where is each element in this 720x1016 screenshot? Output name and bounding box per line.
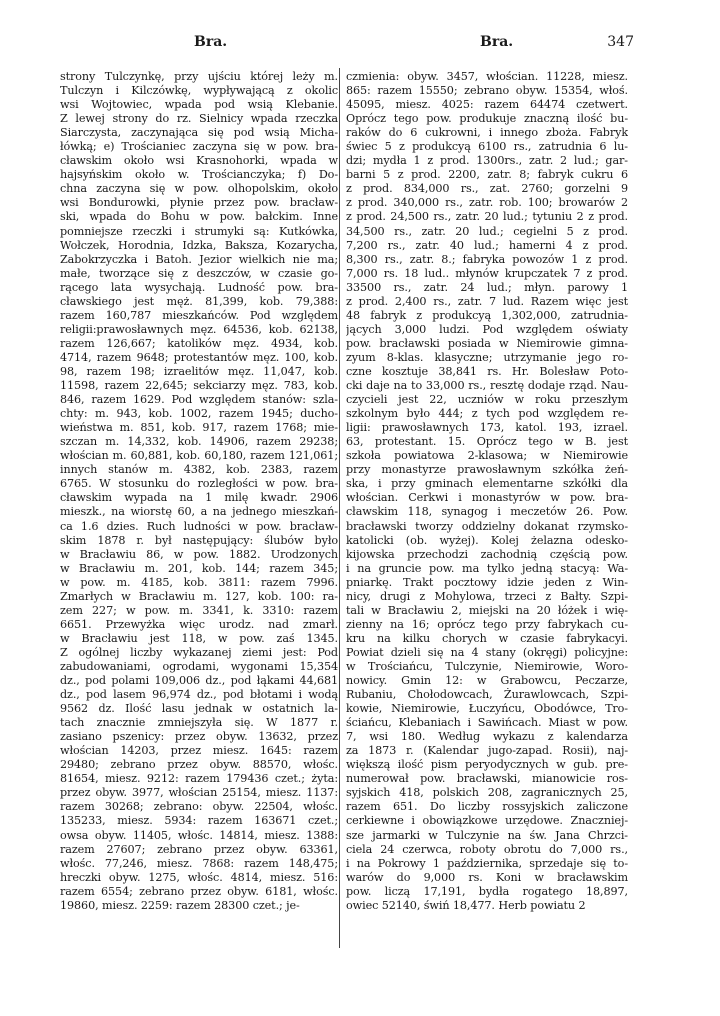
text-line: 6651. Przewyżka więc urodz. nad zmarł. — [60, 617, 338, 631]
text-line: w Bracławiu m. 201, kob. 144; razem 345; — [60, 561, 338, 575]
text-line: Rubaniu, Chołodowcach, Żurawlowcach, Szpi- — [346, 688, 628, 702]
text-line: sze jarmarki w Tulczynie na św. Jana Chrzci- — [346, 828, 628, 842]
text-line: razem 126,667; katolików męz. 4934, kob. — [60, 336, 338, 350]
text-line: dz., pod lasem 96,974 dz., pod błotami i wodą — [60, 688, 338, 702]
text-line: 98, razem 198; izraelitów męz. 11,047, kob. — [60, 364, 338, 378]
text-line: świec 5 z produkcyą 6100 rs., zatrudnia 6 lu- — [346, 140, 628, 154]
text-line: 19860, miesz. 2259: razem 28300 czet.; je- — [60, 898, 300, 912]
text-line: dzi; mydła 1 z prod. 1300rs., zatr. 2 lud.; gar- — [346, 154, 628, 168]
text-line: numerował pow. bracławski, mianowicie ros- — [346, 772, 628, 786]
text-line: czne kosztuje 38,841 rs. Hr. Bolesław Poto- — [346, 364, 628, 378]
text-line: ciela 24 czerwca, roboty obrotu do 7,000 rs., — [346, 842, 628, 856]
text-line: włościan 14203, przez miesz. 1645: razem — [60, 744, 338, 758]
text-line: zasiano pszenicy: przez obyw. 13632, przez — [60, 730, 338, 744]
text-line: zem 227; w pow. m. 3341, k. 3310: razem — [60, 603, 338, 617]
text-line: skim 1878 r. był następujący: ślubów było — [60, 533, 338, 547]
text-line: włośc. 77,246, miesz. 7868: razem 148,475; — [60, 856, 338, 870]
text-line: owiec 52140, świń 18,477. Herb powiatu 2 — [346, 898, 586, 912]
text-line: hreczki obyw. 1275, włośc. 4814, miesz. 516: — [60, 870, 338, 884]
right-text-column — [346, 70, 628, 913]
text-line: z prod. 834,000 rs., zat. 2760; gorzelni 9 — [346, 182, 628, 196]
text-line: cławskiego jest męż. 81,399, kob. 79,388: — [60, 294, 338, 308]
text-line: 8,300 rs., zatr. 8.; fabryka powozów 1 z prod. — [346, 252, 628, 266]
text-line: większą ilość pism peryodycznych w gub. pre- — [346, 758, 628, 772]
page-number: 347 — [607, 34, 634, 50]
text-line: mieszk., na wiorstę 60, a na jednego mieszkań- — [60, 505, 338, 519]
text-line: 48 fabryk z produkcyą 1,302,000, zatrudnia- — [346, 308, 628, 322]
text-line: katolicki (ob. wyżej). Kolej żelazna odesko- — [346, 533, 628, 547]
text-line: Z ogólnej liczby wykazanej ziemi jest: Pod — [60, 645, 338, 659]
running-header — [60, 34, 634, 54]
text-line: tach znacznie zmniejszyła się. W 1877 r. — [60, 716, 338, 730]
text-line: pow. bracławski posiada w Niemirowie gimna- — [346, 336, 628, 350]
text-line: 29480; zebrano przez obyw. 88570, włośc. — [60, 758, 338, 772]
text-line: 135233, miesz. 5934: razem 163671 czet.; — [60, 814, 338, 828]
text-line: cławskim około wsi Krasnohorki, wpada w — [60, 154, 338, 168]
text-line: 34,500 rs., zatr. 20 lud.; cegielni 5 z prod. — [346, 224, 628, 238]
text-line: 45095, miesz. 4025: razem 64474 czetwert. — [346, 98, 628, 112]
left-headword: Bra. — [194, 34, 228, 50]
text-line: chna zaczyna się w pow. olhopolskim, około — [60, 182, 338, 196]
text-line: hajsyńskim około w. Trościanczyka; f) Do- — [60, 168, 338, 182]
text-line: 7,000 rs. 18 lud.. młynów krupczatek 7 z prod. — [346, 266, 628, 280]
text-line: z prod. 24,500 rs., zatr. 20 lud.; tytuniu 2 z prod. — [346, 210, 628, 224]
text-line: Wołczek, Horodnia, Idzka, Baksza, Kozarycha, — [60, 238, 338, 252]
text-line: małe, tworzące się z deszczów, w czasie go- — [60, 266, 338, 280]
text-line: ca 1.6 dzies. Ruch ludności w pow. bracław- — [60, 519, 338, 533]
text-line: 9562 dz. Ilość lasu jednak w ostatnich la- — [60, 702, 338, 716]
text-line: 81654, miesz. 9212: razem 179436 czet.; żyta: — [60, 772, 338, 786]
text-line: Zmarłych w Bracławiu m. 127, kob. 100: ra- — [60, 589, 338, 603]
text-line: przy monastyrze prawosławnym szkółka żeń- — [346, 463, 628, 477]
text-line: kowie, Niemirowie, Łuczyńcu, Obodówce, Tro- — [346, 702, 628, 716]
text-line: 7,200 rs., zatr. 40 lud.; hamerni 4 z prod. — [346, 238, 628, 252]
text-line: Siarczysta, zaczynająca się pod wsią Micha- — [60, 126, 338, 140]
text-line: 11598, razem 22,645; sekciarzy męz. 783, kob. — [60, 379, 338, 393]
text-line: zyum 8-klas. klasyczne; utrzymanie jego ro- — [346, 350, 628, 364]
text-line: cerkiewne i obowiązkowe urzędowe. Znaczniej- — [346, 814, 628, 828]
text-line: za 1873 r. (Kalendar jugo-zapad. Rosii), naj- — [346, 744, 628, 758]
text-line: warów do 9,000 rs. Koni w bracławskim — [346, 870, 628, 884]
text-line: Zabokrzyczka i Batoh. Jezior wielkich nie ma; — [60, 252, 338, 266]
text-line: kijowska przechodzi zachodnią częścią pow. — [346, 547, 628, 561]
text-line: razem 27607; zebrano przez obyw. 63361, — [60, 842, 338, 856]
text-line: chty: m. 943, kob. 1002, razem 1945; ducho- — [60, 407, 338, 421]
text-line: innych stanów m. 4382, kob. 2383, razem — [60, 463, 338, 477]
text-line: 4714, razem 9648; protestantów męz. 100, kob. — [60, 350, 338, 364]
text-line: nowicy. Gmin 12: w Grabowcu, Peczarze, — [346, 674, 628, 688]
text-line: 846, razem 1629. Pod względem stanów: szla- — [60, 393, 338, 407]
text-line: i na Pokrowy 1 października, sprzedaje się to- — [346, 856, 628, 870]
text-line: zabudowaniami, ogrodami, wygonami 15,354 — [60, 659, 338, 673]
text-line: Tulczyn i Kilczówkę, wypływającą z okolic — [60, 84, 338, 98]
text-line: w Trościańcu, Tulczynie, Niemirowie, Woro- — [346, 659, 628, 673]
text-line: Powiat dzieli się na 4 stany (okręgi) policyjne: — [346, 645, 628, 659]
text-line: szkoła powiatowa 2-klasowa; w Niemirowie — [346, 449, 628, 463]
text-line: w Bracławiu 86, w pow. 1882. Urodzonych — [60, 547, 338, 561]
text-line: ściańcu, Klebaniach i Sawińcach. Miast w pow. — [346, 716, 628, 730]
text-line: wsi Bondurowki, płynie przez pow. bracław- — [60, 196, 338, 210]
text-line: pniarkę. Trakt pocztowy idzie jeden z Win- — [346, 575, 628, 589]
text-line: przez obyw. 3977, włościan 25154, miesz. 1137: — [60, 786, 338, 800]
text-line: ska, i przy gminach elementarne szkółki dla — [346, 477, 628, 491]
text-line: razem 30268; zebrano: obyw. 22504, włośc. — [60, 800, 338, 814]
text-line: wsi Wojtowiec, wpada pod wsią Klebanie. — [60, 98, 338, 112]
text-line: włościan m. 60,881, kob. 60,180, razem 121,061; — [60, 449, 338, 463]
text-line: w pow. m. 4185, kob. 3811: razem 7996. — [60, 575, 338, 589]
text-line: zienny na 16; oprócz tego przy fabrykach cu- — [346, 617, 628, 631]
text-line: pomniejsze rzeczki i strumyki są: Kutkówka, — [60, 224, 338, 238]
text-line: 865: razem 15550; zebrano obyw. 15354, włoś. — [346, 84, 628, 98]
text-line: Z lewej strony do rz. Sielnicy wpada rzeczka — [60, 112, 338, 126]
text-line: cki daje na to 33,000 rs., resztę dodaje rząd. Nau- — [346, 379, 628, 393]
text-line: tali w Bracławiu 2, miejski na 20 łóżek i wię- — [346, 603, 628, 617]
text-line: dz., pod polami 109,006 dz., pod łąkami 44,681 — [60, 674, 338, 688]
text-line: z prod. 2,400 rs., zatr. 7 lud. Razem więc jest — [346, 294, 628, 308]
text-line: cławskim 118, synagog i meczetów 26. Pow. — [346, 505, 628, 519]
text-line: cławskim wypada na 1 milę kwadr. 2906 — [60, 491, 338, 505]
text-line: raków do 6 cukrowni, i innego zboża. Fabryk — [346, 126, 628, 140]
text-line: pow. liczą 17,191, bydła rogatego 18,897, — [346, 884, 628, 898]
text-line: razem 6554; zebrano przez obyw. 6181, włośc. — [60, 884, 338, 898]
text-line: barni 5 z prod. 2200, zatr. 8; fabryk cukru 6 — [346, 168, 628, 182]
text-line: łówką; e) Trościaniec zaczyna się w pow. bra- — [60, 140, 338, 154]
text-line: owsa obyw. 11405, włośc. 14814, miesz. 1388: — [60, 828, 338, 842]
text-line: syjskich 418, polskich 208, zagranicznych 25, — [346, 786, 628, 800]
text-line: czmienia: obyw. 3457, włościan. 11228, miesz. — [346, 70, 628, 83]
text-line: 63, protestant. 15. Oprócz tego w B. jest — [346, 435, 628, 449]
text-line: 7, wsi 180. Według wykazu z kalendarza — [346, 730, 628, 744]
text-line: razem 160,787 mieszkańców. Pod względem — [60, 308, 338, 322]
text-line: Oprócz tego pow. produkuje znaczną ilość bu- — [346, 112, 628, 126]
text-line: włościan. Cerkwi i monastyrów w pow. bra- — [346, 491, 628, 505]
right-headword: Bra. — [480, 34, 514, 50]
text-line: jących 3,000 ludzi. Pod względem oświaty — [346, 322, 628, 336]
text-line: 6765. W stosunku do rozległości w pow. bra- — [60, 477, 338, 491]
text-line: i na gruncie pow. ma tylko jedną stacyą: Wa- — [346, 561, 628, 575]
text-line: 33500 rs., zatr. 24 lud.; młyn. parowy 1 — [346, 280, 628, 294]
text-line: z prod. 340,000 rs., zatr. rob. 100; browarów 2 — [346, 196, 628, 210]
text-line: wieństwa m. 851, kob. 917, razem 1768; mie- — [60, 421, 338, 435]
text-line: religii:prawosławnych męz. 64536, kob. 62138, — [60, 322, 338, 336]
text-line: nicy, drugi z Mohylowa, trzeci z Bałty. Szpi- — [346, 589, 628, 603]
text-line: razem 651. Do liczby rossyjskich zaliczone — [346, 800, 628, 814]
text-line: kru na kilku chorych w czasie fabrykacyi. — [346, 631, 628, 645]
text-line: rącego lata wysychają. Ludność pow. bra- — [60, 280, 338, 294]
column-divider — [339, 68, 340, 948]
text-line: w Bracławiu jest 118, w pow. zaś 1345. — [60, 631, 338, 645]
text-line: bracławski tworzy oddzielny dokanat rzymsko- — [346, 519, 628, 533]
text-line: szkolnym było 444; z tych pod względem re- — [346, 407, 628, 421]
text-line: ski, wpada do Bohu w pow. bałckim. Inne — [60, 210, 338, 224]
text-line: czycieli jest 22, uczniów w roku przeszłym — [346, 393, 628, 407]
text-line: szczan m. 14,332, kob. 14906, razem 29238; — [60, 435, 338, 449]
left-text-column — [60, 70, 338, 913]
text-line: ligii: prawosławnych 173, katol. 193, izrael. — [346, 421, 628, 435]
text-line: strony Tulczynkę, przy ujściu której leży m. — [60, 70, 338, 83]
